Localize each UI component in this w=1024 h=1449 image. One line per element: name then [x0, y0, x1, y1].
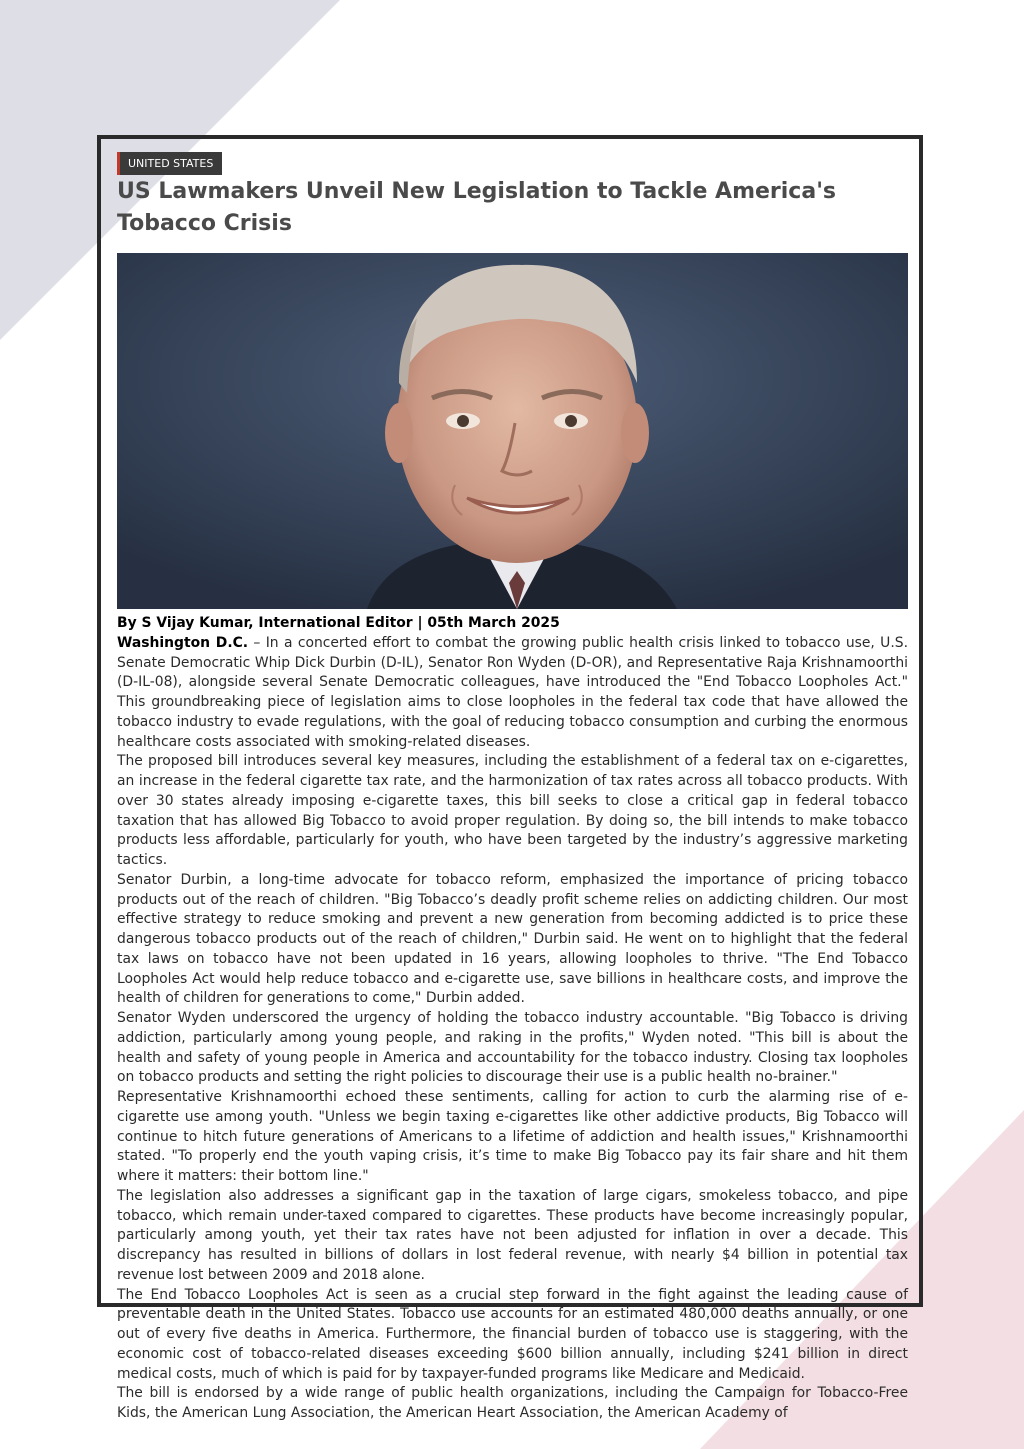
article-dateline: Washington D.C.	[117, 634, 249, 651]
article-paragraph-3: Senator Durbin, a long-time advocate for tobacco reform, emphasized the importance of pricing tobacco products out of the reach of children. "Big Tobacco’s deadly profit scheme relies on addicting children. Our most effective strategy to reduce smoking and prevent a new generation from becoming addicted is to price these dangerous tobacco products out of the reach of children," Durbin said. He went on to highlight that the federal tax laws on tobacco have not been updated in 16 years, allowing loopholes to thrive. "The End Tobacco Loopholes Act would help reduce tobacco and e-cigarette use, save billions in healthcare costs, and improve the health of children for generations to come," Durbin added.	[117, 871, 908, 1007]
article-headline: US Lawmakers Unveil New Legislation to Tackle America's Tobacco Crisis	[117, 179, 837, 236]
article-paragraph-8: The bill is endorsed by a wide range of public health organizations, including the Campaign for Tobacco-Free Kids, the American Lung Association, the American Heart Association, the American Academy of	[117, 1385, 908, 1421]
article-paragraph-4: Senator Wyden underscored the urgency of holding the tobacco industry accountable. "Big Tobacco is driving addiction, particularly among young people, and raking in the profits," Wyden noted. "This bill is about the health and safety of young people in America and accountability for the tobacco industry. Closing tax loopholes on tobacco products and setting the right policies to discourage their use is a public health no-brainer."	[117, 1010, 908, 1086]
article-body	[117, 614, 908, 1424]
article-paragraph-6: The legislation also addresses a significant gap in the taxation of large cigars, smokeless tobacco, and pipe tobacco, which remain under-taxed compared to cigarettes. These products have become increasingly popular, particularly among youth, yet their tax rates have not been adjusted for inflation in over a decade. This discrepancy has resulted in billions of dollars in lost federal revenue, with nearly $4 billion in potential tax revenue lost between 2009 and 2018 alone.	[117, 1187, 908, 1283]
article-photo	[117, 253, 908, 609]
category-tag[interactable]: UNITED STATES	[117, 152, 222, 175]
article-paragraph-1-text: – In a concerted effort to combat the growing public health crisis linked to tobacco use, U.S. Senate Democratic Whip Dick Durbin (D-IL), Senator Ron Wyden (D-OR), and Representative Raja Krishnamoorthi (D-IL-08), alongside several Senate Democratic colleagues, have introduced the "End Tobacco Loopholes Act." This groundbreaking piece of legislation aims to close loopholes in the federal tax code that have allowed the tobacco industry to evade regulations, with the goal of reducing tobacco consumption and curbing the enormous healthcare costs associated with smoking-related diseases.	[117, 634, 908, 750]
article-paragraph-1	[117, 634, 908, 753]
article-paragraph-2: The proposed bill introduces several key measures, including the establishment of a federal tax on e-cigarettes, an increase in the federal cigarette tax rate, and the harmonization of tax rates across all tobacco products. With over 30 states already imposing e-cigarette taxes, this bill seeks to close a critical gap in federal tobacco taxation that has allowed Big Tobacco to avoid proper regulation. By doing so, the bill intends to make tobacco products less affordable, particularly for youth, who have been targeted by the industry’s aggressive marketing tactics.	[117, 753, 908, 868]
article-paragraph-7: The End Tobacco Loopholes Act is seen as a crucial step forward in the fight against the leading cause of preventable death in the United States. Tobacco use accounts for an estimated 480,000 deaths annually, or one out of every five deaths in America. Furthermore, the financial burden of tobacco use is staggering, with the economic cost of tobacco-related diseases exceeding $600 billion annually, including $241 billion in direct medical costs, much of which is paid for by taxpayer-funded programs like Medicare and Medicaid.	[117, 1286, 908, 1382]
article-byline: By S Vijay Kumar, International Editor | 05th March 2025	[117, 615, 560, 631]
portrait-illustration	[117, 253, 908, 609]
article-paragraph-5: Representative Krishnamoorthi echoed these sentiments, calling for action to curb the alarming rise of e-cigarette use among youth. "Unless we begin taxing e-cigarettes like other addictive products, Big Tobacco will continue to hitch future generations of Americans to a lifetime of addiction and health issues," Krishnamoorthi stated. "To properly end the youth vaping crisis, it’s time to make Big Tobacco pay its fair share and hit them where it matters: their bottom line."	[117, 1089, 908, 1184]
